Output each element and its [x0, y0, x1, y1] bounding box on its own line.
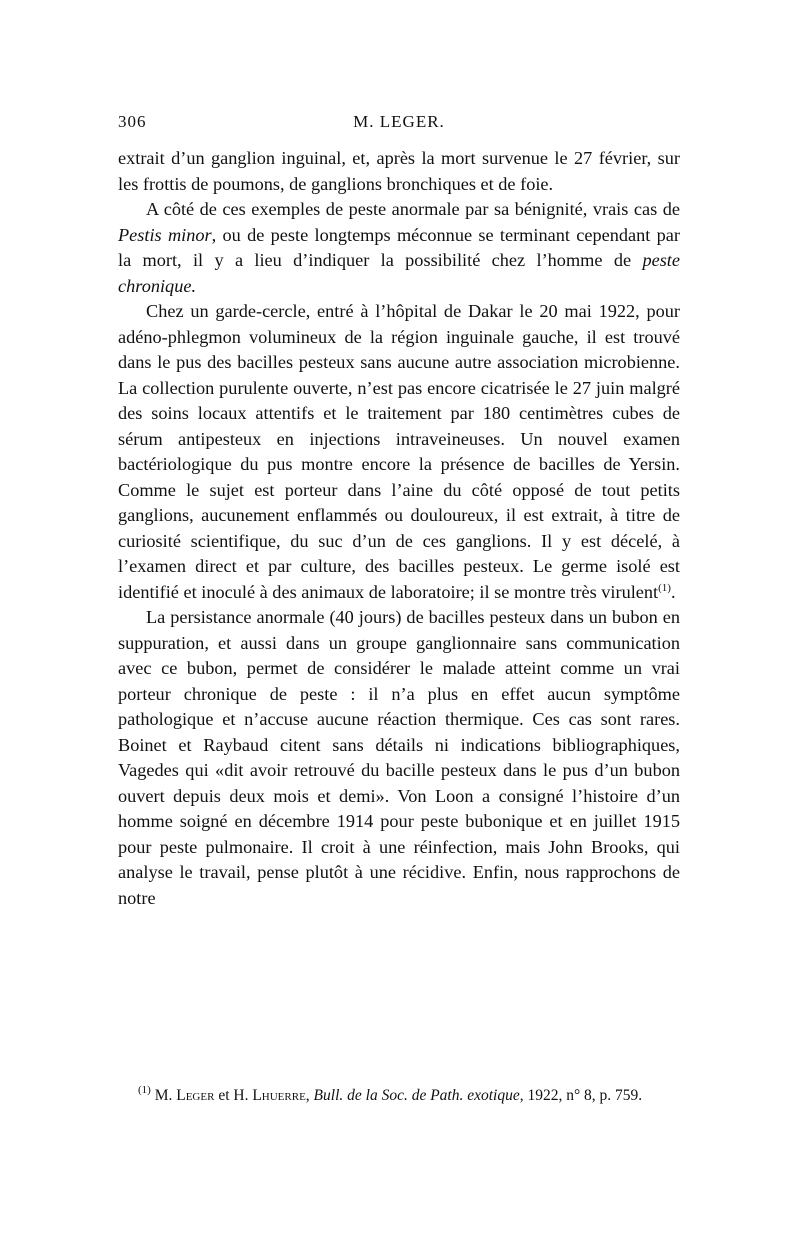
text-run: , [305, 1087, 314, 1104]
text-run: , 1922, n° 8, p. 759. [519, 1087, 643, 1104]
author-name: Lhuerre [252, 1087, 306, 1104]
footnote-text [118, 1084, 680, 1107]
paragraph [118, 197, 680, 299]
author-name: Leger [176, 1087, 215, 1104]
italic-text: Bull. de la Soc. de Path. exotique [313, 1087, 520, 1104]
page-header [118, 112, 680, 136]
paragraph [118, 605, 680, 911]
text-run: M. [150, 1087, 177, 1104]
footnote-ref: (1) [658, 581, 671, 594]
text-run: , ou de peste longtemps méconnue se terminant cependant par la mort, il y a lieu d’indiquer la possibilité chez l’homme de [118, 224, 680, 270]
text-run: et H. [214, 1087, 253, 1104]
text-run: extrait d’un ganglion inguinal, et, après la mort survenue le 27 février, sur les frottis de poumons, de ganglions bronchiques et de foie. [118, 148, 680, 194]
running-head: M. LEGER. [353, 112, 445, 131]
footnote [118, 1084, 680, 1107]
italic-text: peste chronique. [118, 250, 680, 296]
page-number: 306 [118, 112, 147, 131]
text-run: Chez un garde-cercle, entré à l’hôpital de Dakar le 20 mai 1922, pour adéno-phlegmon volumineux de la région inguinale gauche, il est trouvé dans le pus des bacilles pesteux sans aucune autre association microbienne. La collection purulente ouverte, n’est pas encore cicatrisée le 27 juin malgré des soins locaux attentifs et le traitement par 180 centimètres cubes de sérum antipesteux en injections intraveineuses. Un nouvel examen bactériologique du pus montre encore la présence de bacilles de Yersin. Comme le sujet est porteur dans l’aine du côté opposé de tout petits ganglions, aucunement enflammés ou douloureux, il est extrait, à titre de curiosité scientifique, du suc d’un de ces ganglions. Il y est décelé, à l’examen direct et par culture, des bacilles pesteux. Le germe isolé est identifié et inoculé à des animaux de laboratoire; il se montre très virulent [118, 301, 680, 602]
footnote-ref: (1) [138, 1084, 151, 1096]
paragraph [118, 146, 680, 197]
text-run: A côté de ces exemples de peste anormale par sa bénignité, vrais cas de [146, 199, 680, 219]
italic-text: Pestis minor [118, 224, 212, 245]
paragraph [118, 299, 680, 605]
body-text [118, 146, 680, 911]
text-run: . [670, 581, 676, 602]
text-run: La persistance anormale (40 jours) de bacilles pesteux dans un bubon en suppuration, et aussi dans un groupe ganglionnaire sans communication avec ce bubon, permet de considérer le malade atteint comme un vrai porteur chronique de peste : il n’a plus en effet aucun symptôme pathologique et n’accuse aucune réaction thermique. Ces cas sont rares. Boinet et Raybaud citent sans détails ni indications bibliographiques, Vagedes qui «dit avoir retrouvé du bacille pesteux dans le pus d’un bubon ouvert depuis deux mois et demi». Von Loon a consigné l’histoire d’un homme soigné en décembre 1914 pour peste bubonique et en juillet 1915 pour peste pulmonaire. Il croit à une réinfection, mais John Brooks, qui analyse le travail, pense plutôt à une récidive. Enfin, nous rapprochons de notre [118, 607, 680, 908]
